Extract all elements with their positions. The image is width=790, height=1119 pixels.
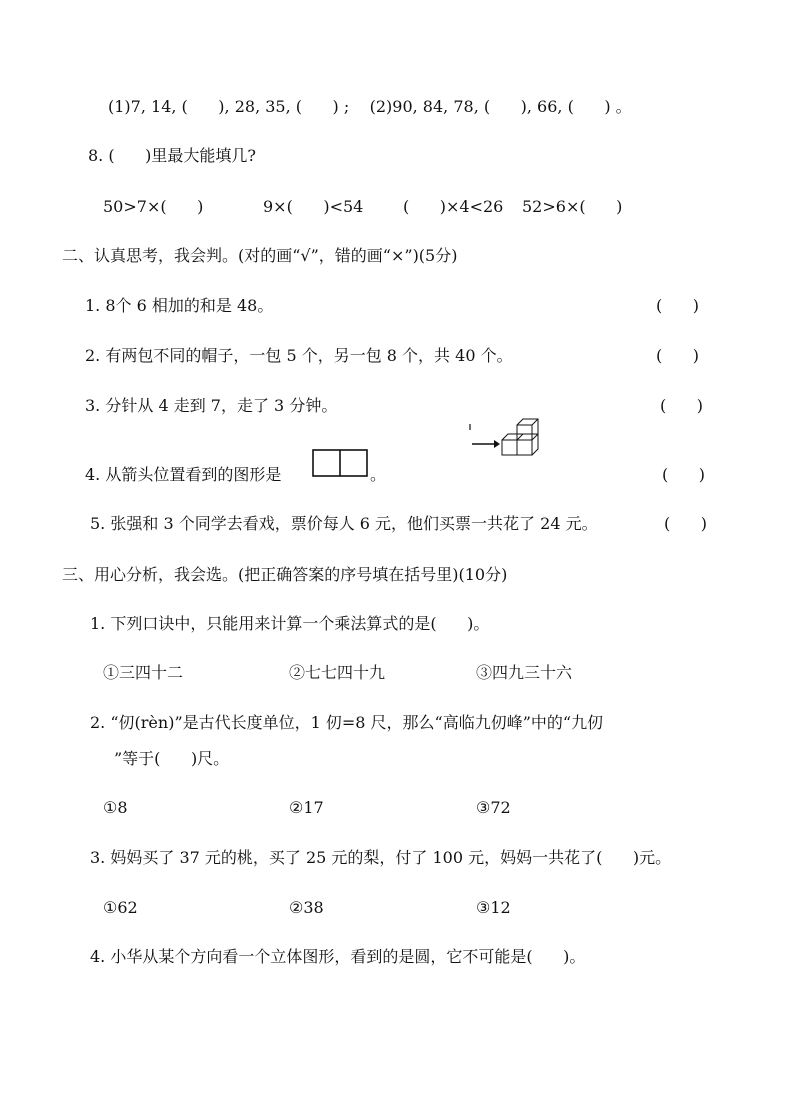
judge-answer-1[interactable]: ( ) — [656, 296, 699, 315]
q7-sequence-line: (1)7, 14, ( ), 28, 35, ( ) ; (2)90, 84, 78, ( ), 66, ( ) 。 — [108, 97, 632, 116]
choice-q2-option-1[interactable]: ①8 — [103, 798, 128, 817]
choice-q1-option-3[interactable]: ③四九三十六 — [476, 663, 573, 682]
q8-item-2: 9×( )<54 — [263, 197, 364, 216]
choice-q4-stem: 4. 小华从某个方向看一个立体图形，看到的是圆，它不可能是( )。 — [90, 947, 586, 966]
section3-header: 三、用心分析，我会选。(把正确答案的序号填在括号里)(10分) — [62, 565, 508, 584]
arrow-view-figure — [466, 420, 546, 470]
judge-item-1: 1. 8个 6 相加的和是 48。 — [85, 296, 274, 315]
judge-item-5: 5. 张强和 3 个同学去看戏，票价每人 6 元，他们买票一共花了 24 元。 — [90, 514, 598, 533]
two-squares-figure — [312, 449, 368, 477]
judge-item-3: 3. 分针从 4 走到 7，走了 3 分钟。 — [85, 396, 338, 415]
choice-q3-option-1[interactable]: ①62 — [103, 898, 138, 917]
choice-q2-stem-line2: ”等于( )尺。 — [114, 749, 230, 768]
judge-answer-4[interactable]: ( ) — [662, 465, 705, 484]
judge-answer-2[interactable]: ( ) — [656, 346, 699, 365]
choice-q2-stem-line1: 2. “仞(rèn)”是古代长度单位，1 仞=8 尺，那么“高临九仞峰”中的“九仞 — [90, 713, 604, 732]
q8-item-3: ( )×4<26 — [403, 197, 504, 216]
choice-q1-stem: 1. 下列口诀中，只能用来计算一个乘法算式的是( )。 — [90, 614, 490, 633]
choice-q1-option-1[interactable]: ①三四十二 — [103, 663, 184, 682]
choice-q2-option-3[interactable]: ③72 — [476, 798, 511, 817]
judge-item-4-period: 。 — [370, 465, 387, 484]
section2-header: 二、认真思考，我会判。(对的画“√”，错的画“×”)(5分) — [62, 246, 458, 265]
choice-q3-option-2[interactable]: ②38 — [289, 898, 324, 917]
choice-q3-stem: 3. 妈妈买了 37 元的桃，买了 25 元的梨，付了 100 元，妈妈一共花了( )元。 — [90, 848, 672, 867]
judge-item-4-text: 4. 从箭头位置看到的图形是 — [85, 465, 282, 484]
choice-q3-option-3[interactable]: ③12 — [476, 898, 511, 917]
q8-item-4: 52>6×( ) — [522, 197, 623, 216]
q8-item-1: 50>7×( ) — [103, 197, 204, 216]
q8-title: 8. ( )里最大能填几? — [88, 146, 256, 165]
choice-q1-option-2[interactable]: ②七七四十九 — [289, 663, 386, 682]
judge-answer-3[interactable]: ( ) — [660, 396, 703, 415]
choice-q2-option-2[interactable]: ②17 — [289, 798, 324, 817]
judge-item-2: 2. 有两包不同的帽子，一包 5 个，另一包 8 个，共 40 个。 — [85, 346, 513, 365]
judge-answer-5[interactable]: ( ) — [664, 514, 707, 533]
